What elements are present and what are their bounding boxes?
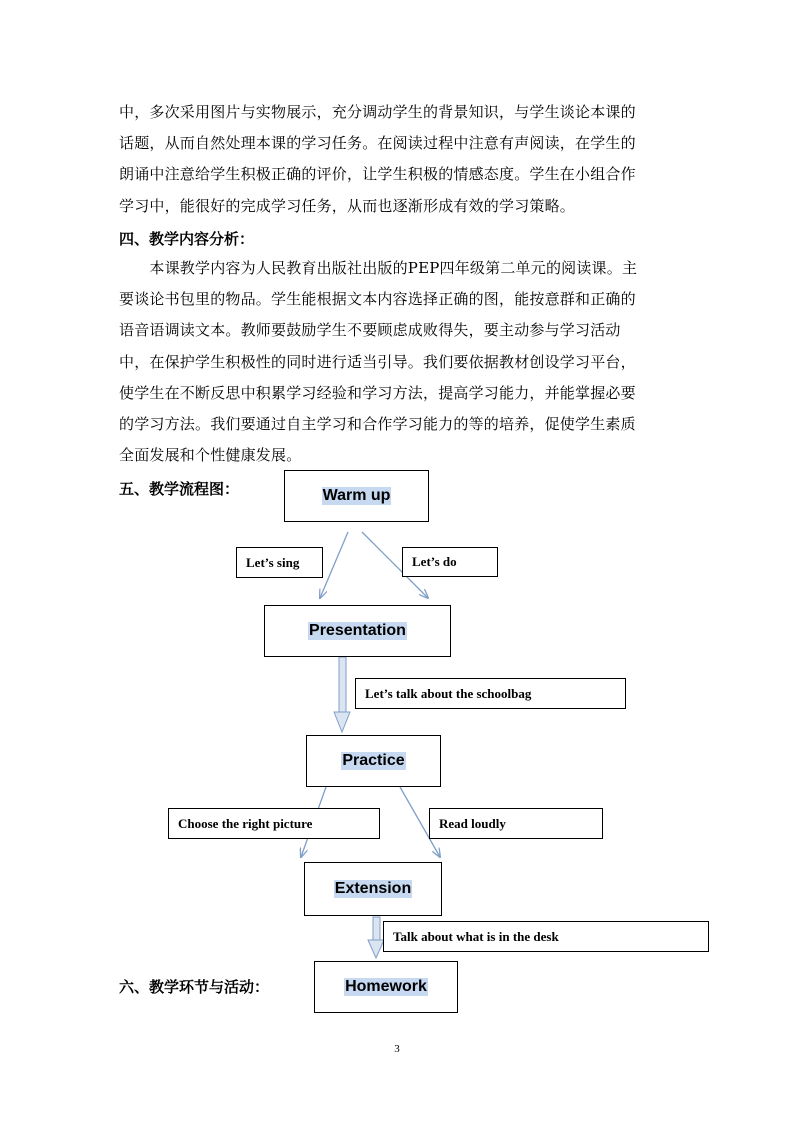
stage-label: Homework [345, 978, 427, 995]
text-line: 使学生在不断反思中积累学习经验和学习方法，提高学习能力，并能掌握必要 [119, 383, 636, 402]
text-line: 学习中，能很好的完成学习任务，从而也逐渐形成有效的学习策略。 [119, 196, 576, 215]
arrow-warmup-sing [320, 532, 348, 598]
text-line: 的学习方法。我们要通过自主学习和合作学习能力的等的培养，促使学生素质 [119, 415, 636, 434]
block-arrow-extension-homework [368, 917, 384, 958]
stage-warm-up [284, 470, 429, 522]
text-line: 本课教学内容为人民教育出版社出版的PEP四年级第二单元的阅读课。主 [119, 259, 638, 277]
stage-label: Extension [334, 880, 412, 897]
stage-homework [314, 961, 458, 1013]
stage-extension [304, 862, 442, 916]
section5-heading: 五、教学流程图： [119, 480, 240, 498]
stage-label: Practice [342, 752, 405, 769]
stage-label: Warm up [322, 487, 391, 504]
stage-presentation [264, 605, 451, 657]
stage-practice [306, 735, 441, 787]
activity-choose-picture: Choose the right picture [168, 808, 380, 839]
text-line: 语音语调读文本。教师要鼓励学生不要顾虑成败得失，要主动参与学习活动 [119, 321, 621, 340]
activity-lets-do: Let’s do [402, 547, 498, 577]
text-line: 中，多次采用图片与实物展示，充分调动学生的背景知识，与学生谈论本课的 [119, 103, 636, 121]
activity-talk-schoolbag: Let’s talk about the schoolbag [355, 678, 626, 709]
activity-lets-sing: Let’s sing [236, 547, 323, 578]
text-line: 朗诵中注意给学生积极正确的评价，让学生积极的情感态度。学生在小组合作 [119, 165, 636, 184]
activity-talk-desk: Talk about what is in the desk [383, 921, 709, 952]
section6-heading: 六、教学环节与活动： [119, 978, 270, 996]
stage-label: Presentation [309, 622, 406, 639]
text-line: 话题，从而自然处理本课的学习任务。在阅读过程中注意有声阅读，在学生的 [119, 134, 636, 153]
text-line: 中，在保护学生积极性的同时进行适当引导。我们要依据教材创设学习平台， [119, 352, 636, 371]
text-line: 全面发展和个性健康发展。 [119, 446, 302, 465]
block-arrow-presentation-practice [334, 657, 350, 732]
text-line: 要谈论书包里的物品。学生能根据文本内容选择正确的图，能按意群和正确的 [119, 290, 636, 309]
section4-heading: 四、教学内容分析： [119, 230, 255, 248]
page-number: 3 [394, 1043, 400, 1055]
activity-read-loudly: Read loudly [429, 808, 603, 839]
